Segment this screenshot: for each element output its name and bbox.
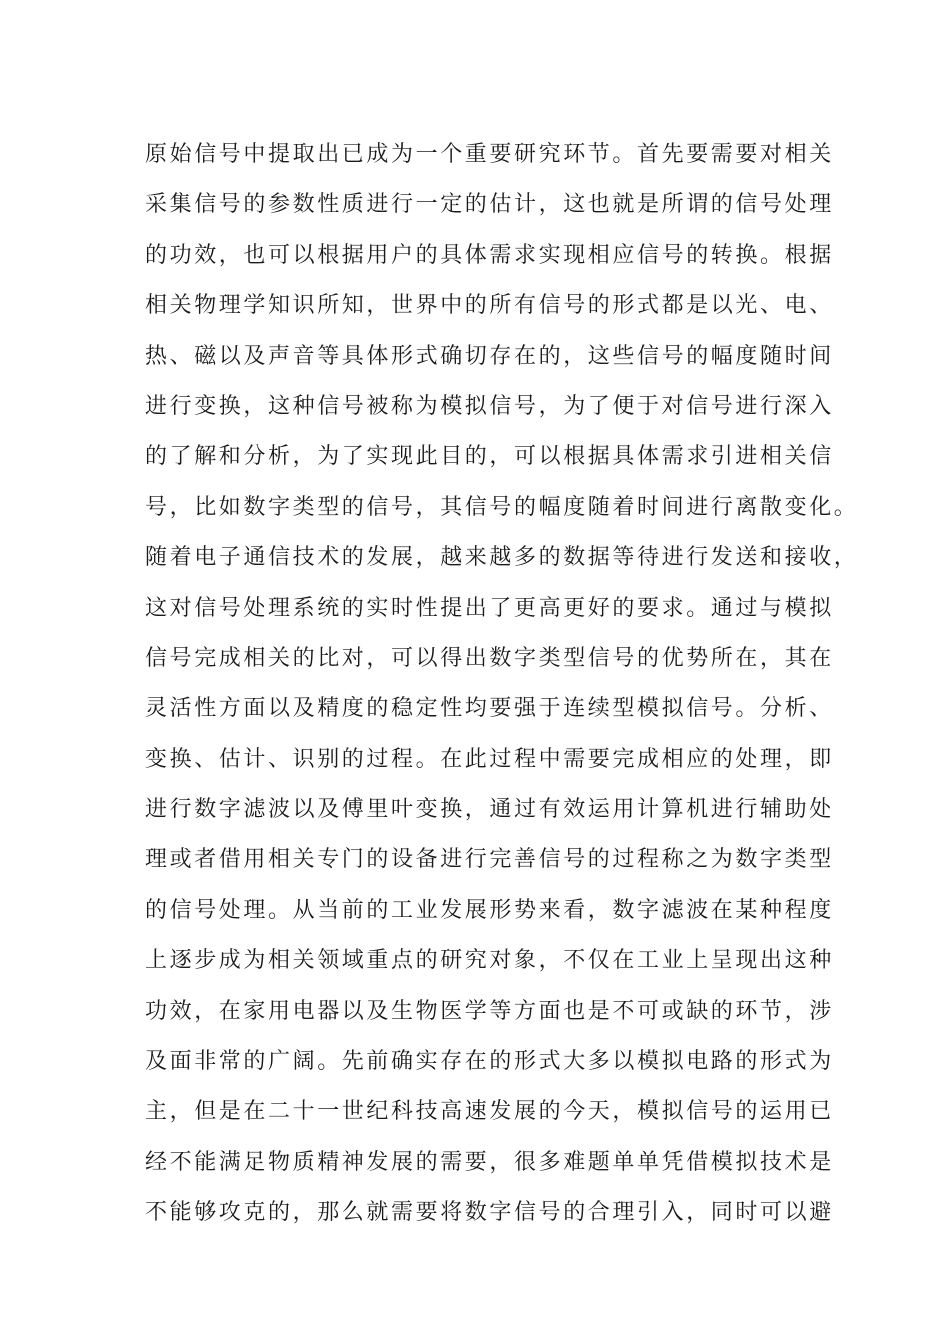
text-line: 上逐步成为相关领域重点的研究对象，不仅在工业上呈现出这种 (145, 948, 834, 974)
text-line: 变换、估计、识别的过程。在此过程中需要完成相应的处理，即 (145, 746, 834, 772)
text-line: 原始信号中提取出已成为一个重要研究环节。首先要需要对相关 (145, 142, 834, 167)
text-line: 采集信号的参数性质进行一定的估计，这也就是所谓的信号处理 (145, 192, 834, 218)
text-line: 理或者借用相关专门的设备进行完善信号的过程称之为数字类型 (145, 847, 834, 873)
text-line: 的信号处理。从当前的工业发展形势来看，数字滤波在某种程度 (145, 897, 834, 923)
text-line: 功效，在家用电器以及生物医学等方面也是不可或缺的环节，涉 (145, 998, 834, 1024)
text-line: 进行变换，这种信号被称为模拟信号，为了便于对信号进行深入 (145, 393, 834, 419)
text-line: 经不能满足物质精神发展的需要，很多难题单单凭借模拟技术是 (145, 1149, 834, 1175)
text-line: 信号完成相关的比对，可以得出数字类型信号的优势所在，其在 (145, 645, 834, 671)
text-line: 这对信号处理系统的实时性提出了更高更好的要求。通过与模拟 (145, 595, 834, 621)
text-line: 的了解和分析，为了实现此目的，可以根据具体需求引进相关信 (145, 444, 834, 470)
text-line: 及面非常的广阔。先前确实存在的形式大多以模拟电路的形式为 (145, 1049, 834, 1075)
text-line: 主，但是在二十一世纪科技高速发展的今天，模拟信号的运用已 (145, 1099, 834, 1125)
text-line: 随着电子通信技术的发展，越来越多的数据等待进行发送和接收， (145, 545, 859, 571)
text-line: 热、磁以及声音等具体形式确切存在的，这些信号的幅度随时间 (145, 343, 834, 369)
body-text (145, 130, 859, 1239)
text-line: 号，比如数字类型的信号，其信号的幅度随着时间进行离散变化。 (145, 494, 859, 520)
text-line: 的功效，也可以根据用户的具体需求实现相应信号的转换。根据 (145, 242, 834, 268)
text-line: 不能够攻克的，那么就需要将数字信号的合理引入，同时可以避 (145, 1200, 834, 1226)
text-line: 进行数字滤波以及傅里叶变换，通过有效运用计算机进行辅助处 (145, 797, 834, 823)
text-line: 相关物理学知识所知，世界中的所有信号的形式都是以光、电、 (145, 293, 834, 319)
text-line: 灵活性方面以及精度的稳定性均要强于连续型模拟信号。分析、 (145, 696, 834, 722)
